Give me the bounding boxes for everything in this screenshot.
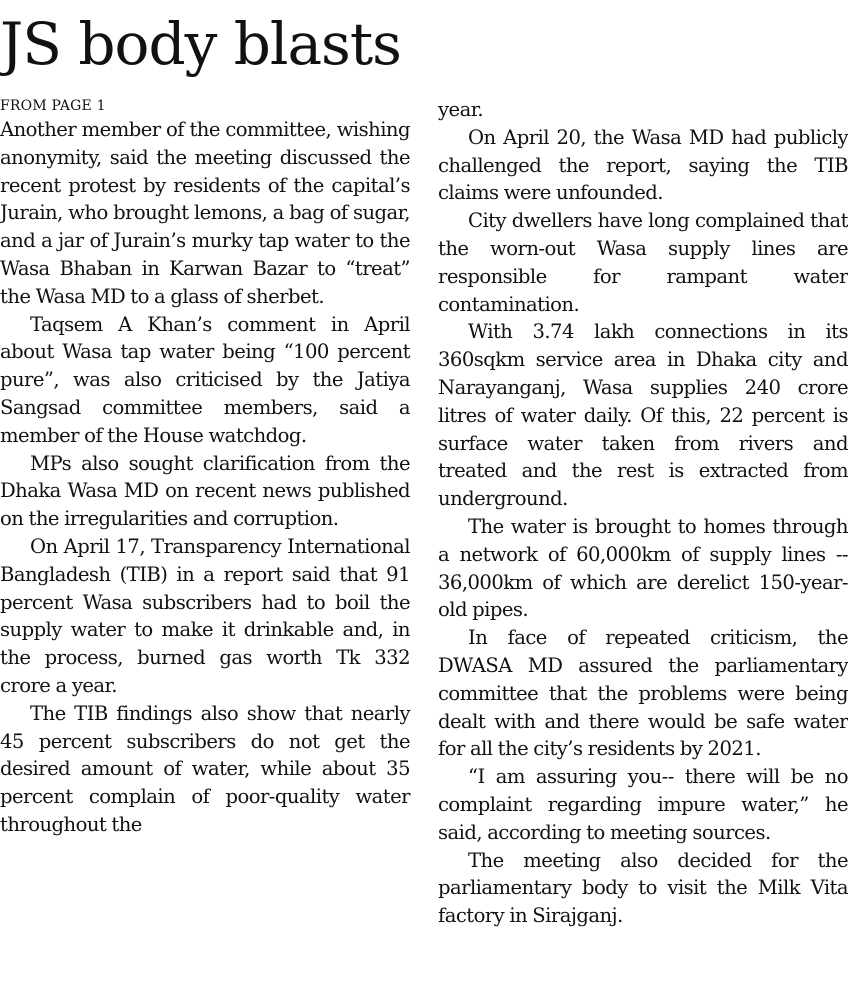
article-paragraph: The water is brought to homes through a network of 60,000km of supply lines -- 36,000km of which are derelict 150-year-old pipes. (438, 514, 848, 622)
article-paragraph: Taqsem A Khan’s comment in April about Wasa tap water being “100 percent pure”, was also criticised by the Jatiya Sangsad committee members, said a member of the House watchdog. (0, 312, 410, 447)
article-column-right (438, 96, 848, 930)
headline: JS body blasts (0, 10, 401, 78)
article-column-left (0, 116, 410, 839)
article-paragraph: With 3.74 lakh connections in its 360sqkm service area in Dhaka city and Narayanganj, Wasa supplies 240 crore litres of water daily. Of this, 22 percent is surface water taken from rivers and treated and the rest is extracted from underground. (438, 320, 848, 511)
article-paragraph-continued: year. (438, 98, 484, 121)
article-paragraph: The TIB findings also show that nearly 45 percent subscribers do not get the desired amount of water, while about 35 percent complain of poor-quality water throughout the (0, 701, 410, 836)
article-paragraph: The meeting also decided for the parliamentary body to visit the Milk Vita factory in Sirajganj. (438, 848, 848, 928)
article-paragraph: “I am assuring you-- there will be no complaint regarding impure water,” he said, according to meeting sources. (438, 765, 848, 844)
article-paragraph: City dwellers have long complained that the worn-out Wasa supply lines are responsible for rampant water contamination. (438, 209, 848, 316)
jump-line: FROM PAGE 1 (0, 98, 106, 114)
article-paragraph: In face of repeated criticism, the DWASA MD assured the parliamentary committee that the problems were being dealt with and there would be safe water for all the city’s residents by 2021. (438, 626, 848, 761)
article-paragraph: MPs also sought clarification from the Dhaka Wasa MD on recent news published on the irregularities and corruption. (0, 451, 410, 531)
article-paragraph: On April 17, Transparency International Bangladesh (TIB) in a report said that 91 percent Wasa subscribers had to boil the supply water to make it drinkable and, in the process, burned gas worth Tk 332 crore a year. (0, 534, 410, 697)
article-paragraph: Another member of the committee, wishing anonymity, said the meeting discussed the recent protest by residents of the capital’s Jurain, who brought lemons, a bag of sugar, and a jar of Jurain’s murky tap water to the Wasa Bhaban in Karwan Bazar to “treat” the Wasa MD to a glass of sherbet. (0, 118, 410, 308)
article-paragraph: On April 20, the Wasa MD had publicly challenged the report, saying the TIB claims were unfounded. (438, 125, 848, 205)
